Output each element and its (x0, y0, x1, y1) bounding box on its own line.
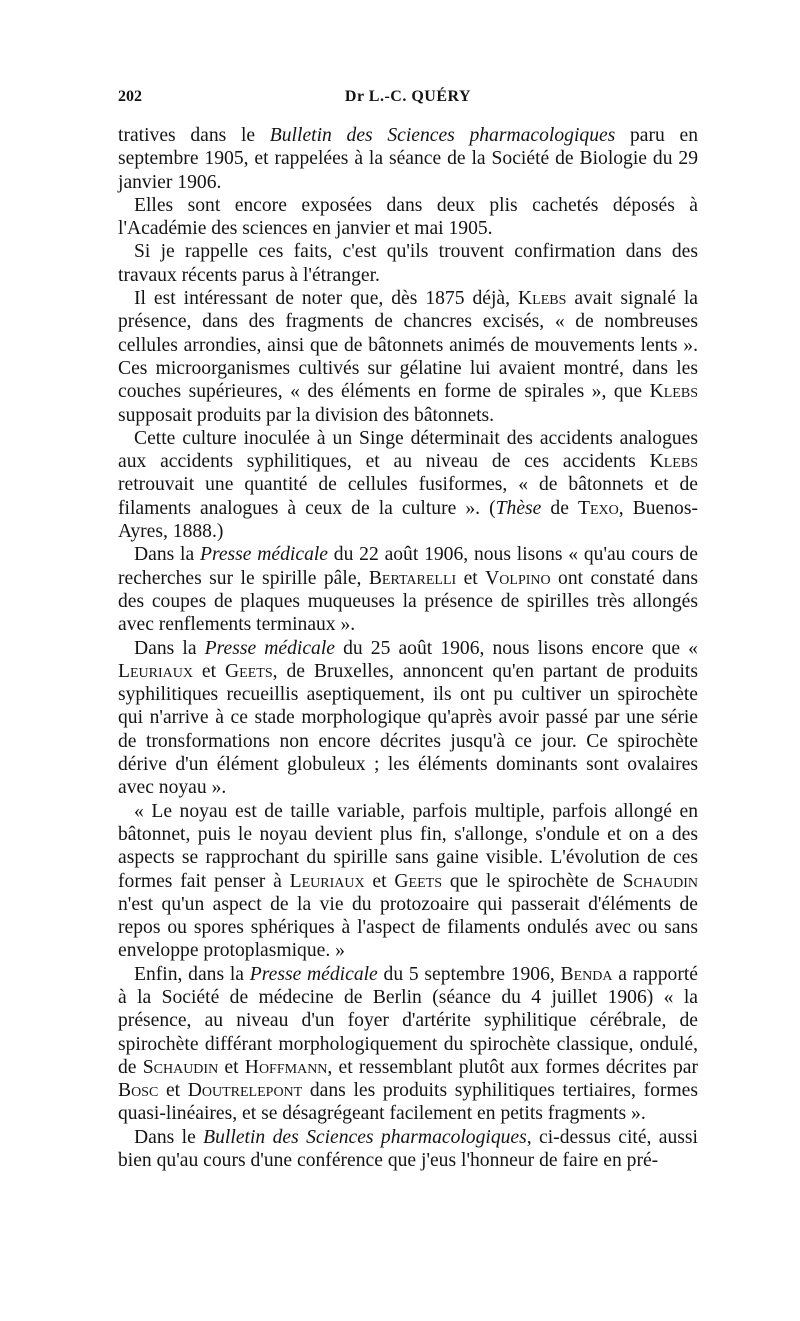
page-header (118, 88, 698, 112)
text-run: Si je rappelle ces faits, c'est qu'ils trouvent confirmation dans des travaux récents parus à l'étranger. (118, 241, 698, 286)
text-run: paru en septembre 1905, et rappelées à la séance de la Société de Biologie du 29 janvier 1906. (118, 125, 698, 193)
author-name: Bertarelli (368, 567, 457, 589)
text-run: du 22 août 1906, nous lisons « qu'au cours de recherches sur le spirille pâle, (118, 544, 698, 589)
text-run: et (192, 660, 226, 682)
text-run: et (456, 567, 486, 589)
text-run: Il est intéressant de noter que, dès 1875 déjà, (134, 288, 518, 310)
text-run: du 25 août 1906, nous lisons encore que « (334, 637, 698, 659)
author-name: Doutrelepont (187, 1080, 303, 1102)
text-run: du 5 septembre 1906, (377, 963, 561, 985)
italic-title: Presse médicale (199, 544, 329, 566)
author-name: Bosc (118, 1080, 159, 1102)
text-run: supposait produits par la division des bâtonnets. (118, 404, 495, 426)
body-text (118, 124, 698, 1172)
italic-title: Presse médicale (204, 637, 335, 659)
text-run: n'est qu'un aspect de la vie du protozoaire qui passerait d'éléments de repos ou spores sphériques à l'aspect de filaments ondulés avec ou sans enveloppe protoplasmique. » (118, 893, 698, 962)
paragraph (118, 287, 698, 427)
italic-title: Presse médicale (249, 963, 378, 985)
paragraph (118, 963, 698, 1126)
author-name: Schaudin (142, 1056, 219, 1078)
author-name: Volpino (485, 567, 551, 589)
paragraph (118, 240, 698, 287)
author-name: Klebs (518, 288, 567, 310)
text-run: retrouvait une quantité de cellules fusiformes, « de bâtonnets et de filaments analogues à ceux de la culture ». ( (118, 474, 698, 519)
text-run: Dans la (134, 637, 205, 659)
text-run: et (218, 1056, 245, 1078)
text-run: Enfin, dans la (134, 963, 250, 985)
author-name: Hoffmann (244, 1056, 328, 1078)
italic-title: Bulletin des Sciences pharmacologiques (203, 1126, 527, 1148)
text-run: , Buenos-Ayres, 1888.) (118, 497, 698, 543)
author-name: Geets (225, 660, 273, 682)
author-name: Texo (577, 497, 619, 519)
author-name: Klebs (649, 381, 698, 403)
paragraph (118, 543, 698, 636)
paragraph (118, 800, 698, 963)
text-run: que le spirochète de (442, 870, 623, 892)
paragraph (118, 1126, 698, 1173)
author-name: Leuriaux (118, 660, 193, 682)
page-number: 202 (118, 88, 142, 105)
text-run: a rapporté à la Société de médecine de Berlin (séance du 4 juillet 1906) « la présence, au niveau d'un foyer d'artérite syphilitique cérébrale, de spirochète différant morphologiquement du spirochète classique, ondulé, de (118, 963, 698, 1078)
paragraph (118, 637, 698, 800)
paragraph (118, 194, 698, 241)
running-head: Dr L.-C. QUÉRY (344, 88, 472, 105)
text-run: Elles sont encore exposées dans deux plis cachetés déposés à l'Académie des sciences en janvier et mai 1905. (118, 194, 698, 240)
text-run: , ci-dessus cité, aussi bien qu'au cours d'une conférence que j'eus l'honneur de faire en pré- (118, 1126, 698, 1172)
text-run: , de Bruxelles, annoncent qu'en partant de produits syphilitiques recueillis aseptiquement, ils ont pu cultiver un spirochète qui n'arrive à ce stade morphologique qu'après avoir passé par une série de tronsformations non encore décrites jusqu'à ce jour. Ce spirochète dérive d'un élément globuleux ; les éléments dominants sont ovalaires avec noyau ». (118, 660, 698, 799)
text-run: Cette culture inoculée à un Singe déterminait des accidents analogues aux accidents syphilitiques, et au niveau de ces accidents (118, 427, 698, 473)
text-run: , et ressemblant plutôt aux formes décrites par (327, 1056, 699, 1078)
text-run: Dans la (134, 544, 200, 566)
text-run: dans les produits syphilitiques tertiaires, formes quasi-linéaires, et se désagrégeant facilement en petits fragments ». (118, 1080, 699, 1125)
text-run: et (158, 1080, 188, 1102)
italic-title: Thèse (495, 497, 542, 519)
author-name: Leuriaux (289, 870, 365, 892)
text-run: « Le noyau est de taille variable, parfois multiple, parfois allongé en bâtonnet, puis le noyau devient plus fin, s'allonge, s'ondule et on a des aspects se rapprochant du spirille sans gaine visible. L'évolution de ces formes fait penser à (118, 800, 698, 892)
author-name: Benda (560, 963, 613, 985)
paragraph (118, 124, 698, 194)
text-run: ont constaté dans des coupes de plaques muqueuses la présence de spirilles très allongés avec renflements terminaux ». (118, 567, 698, 636)
author-name: Klebs (649, 451, 698, 473)
text-run: Dans le (134, 1126, 204, 1148)
text-run: et (364, 870, 395, 892)
italic-title: Bulletin des Sciences pharmacologiques (269, 125, 616, 146)
author-name: Geets (394, 870, 442, 892)
paragraph (118, 427, 698, 543)
text-run: de (541, 497, 578, 519)
text-run: avait signalé la présence, dans des fragments de chancres excisés, « de nombreuses cellules arrondies, ainsi que de bâtonnets animés de mouvements lents ». Ces microorganismes cultivés sur gélatine lui avaient montré, dans les couches supérieures, « des éléments en forme de spirales », que (118, 288, 699, 403)
author-name: Schaudin (622, 870, 699, 892)
text-run: tratives dans le (118, 125, 270, 146)
